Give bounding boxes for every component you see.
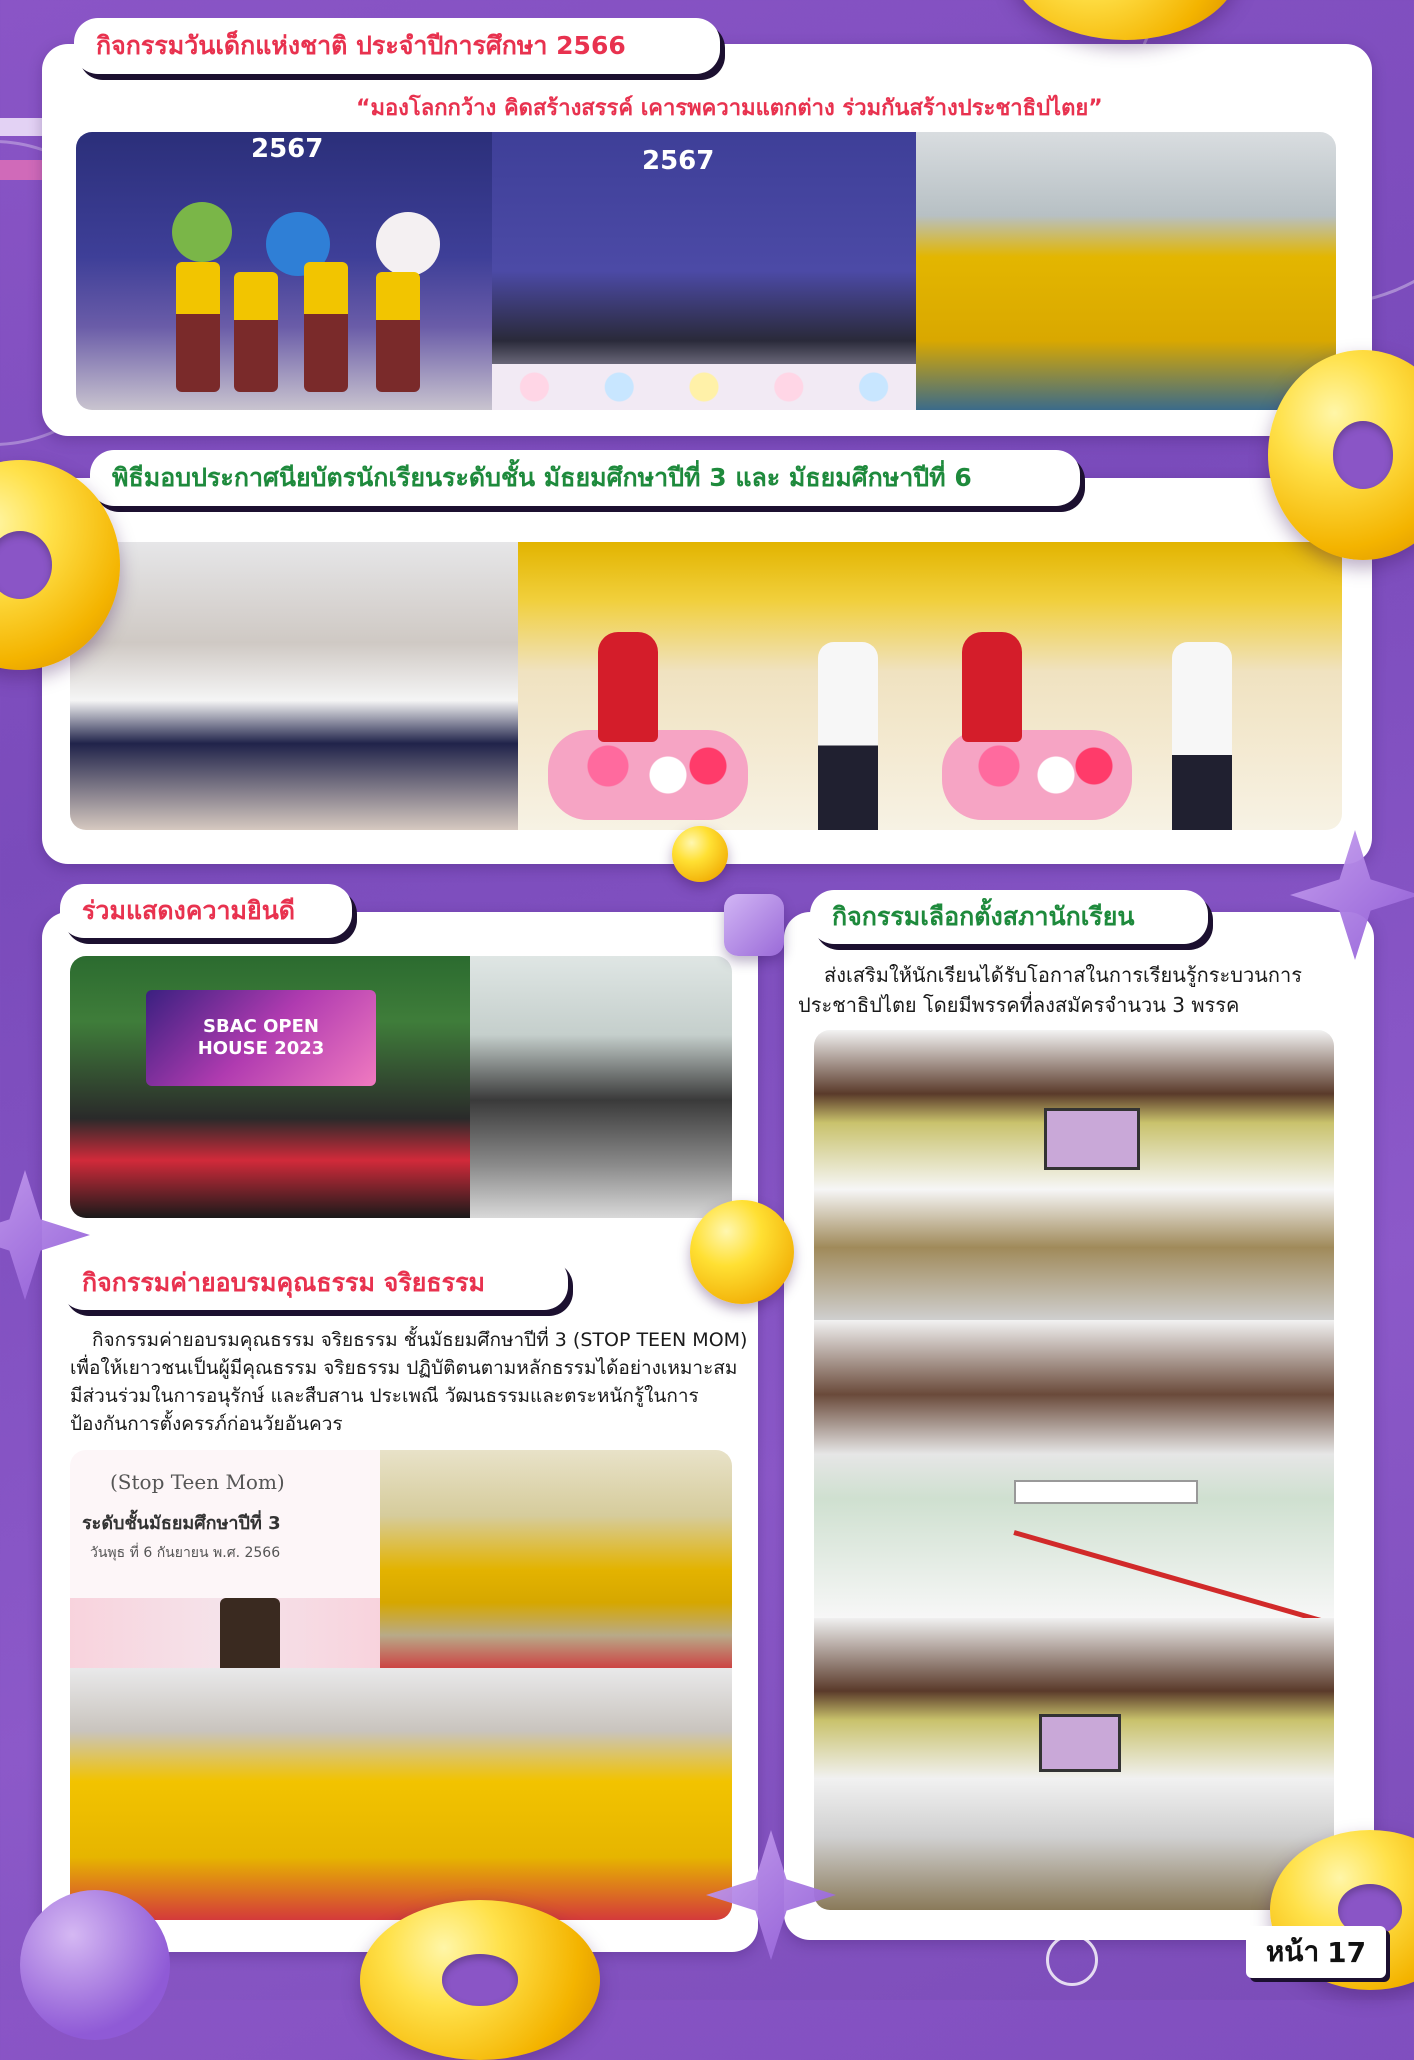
ball-decoration-left-column [690, 1200, 794, 1304]
poster-line-3: วันพุธ ที่ 6 กันยายน พ.ศ. 2566 [90, 1545, 281, 1561]
presenter-red [962, 632, 1022, 742]
student-figure [304, 262, 348, 392]
ballot-table [1014, 1480, 1198, 1504]
section4-title: กิจกรรมค่ายอบรมคุณธรรม จริยธรรม [60, 1256, 568, 1310]
student-figure [176, 262, 220, 392]
section5-title: กิจกรรมเลือกตั้งสภานักเรียน [810, 890, 1208, 944]
section3-title: ร่วมแสดงความยินดี [60, 884, 352, 938]
section5-photo-hall [814, 1618, 1334, 1910]
section1-tagline: “มองโลกกว้าง คิดสร้างสรรค์ เคารพความแตกต่าง ร่วมกันสร้างประชาธิปไตย” [356, 96, 1103, 121]
poster-line-1: (Stop Teen Mom) [110, 1470, 285, 1494]
section2-photo-hall [70, 542, 518, 830]
student-white [1172, 642, 1232, 830]
section4-photo-audience [70, 1668, 732, 1920]
section3-photo-stairs [470, 956, 732, 1218]
page-number: 17 [1327, 1935, 1367, 1969]
plush-toy-green [172, 202, 232, 262]
section4-photo-poster [70, 1450, 380, 1668]
section1-photo-mascots [76, 132, 492, 410]
speaker-podium [220, 1598, 280, 1668]
section5-body: ส่งเสริมให้นักเรียนได้รับโอกาสในการเรียนรู้กระบวนการประชาธิปไตย โดยมีพรรคที่ลงสมัครจำนวน 3 พรรค [798, 963, 1302, 1017]
section2-photo-ceremony-2 [932, 542, 1342, 830]
ring-decoration-bottom [1046, 1934, 1098, 1986]
purple-sphere-bottom-left [20, 1890, 170, 2040]
poster-line-2: ระดับชั้นมัธยมศึกษาปีที่ 3 [82, 1513, 281, 1534]
stage-banner [146, 990, 376, 1086]
section4-photo-group [380, 1450, 732, 1668]
section1-banner-text-2: 2567 [642, 146, 715, 176]
flower-arrangement [548, 730, 748, 820]
balloons [492, 364, 916, 410]
student-figure [376, 272, 420, 392]
donut-decoration-bottom [360, 1900, 600, 2060]
plush-toy-white [376, 212, 440, 276]
page-number-badge [1246, 1926, 1386, 1978]
page-label: หน้า [1265, 1935, 1320, 1968]
section2-title: พิธีมอบประกาศนียบัตรนักเรียนระดับชั้น มัธยมศึกษาปีที่ 3 และ มัธยมศึกษาปีที่ 6 [90, 450, 1080, 506]
section1-photo-crowd [916, 132, 1336, 410]
projector-screen [1044, 1108, 1140, 1170]
bg-stripe-left-2 [0, 160, 44, 180]
section1-photo-bicycles [492, 132, 916, 410]
student-white [818, 642, 878, 830]
section1-banner-text-1: 2567 [251, 134, 324, 164]
stage-banner-text: SBAC OPEN HOUSE 2023 [197, 1016, 325, 1059]
bg-stripe-left [0, 118, 44, 136]
section2-photo-ceremony-1 [518, 542, 932, 830]
ball-decoration-middle [672, 826, 728, 882]
section5-photo-group [814, 1030, 1334, 1320]
flower-arrangement [942, 730, 1132, 820]
projector-screen [1039, 1714, 1121, 1772]
section1-title: กิจกรรมวันเด็กแห่งชาติ ประจำปีการศึกษา 2566 [74, 18, 720, 74]
section5-photo-voting [814, 1320, 1334, 1618]
student-figure [234, 272, 278, 392]
section4-body: กิจกรรมค่ายอบรมคุณธรรม จริยธรรม ชั้นมัธยมศึกษาปีที่ 3 (STOP TEEN MOM) เพื่อให้เยาวชนเป็นผู้มีคุณธรรม จริยธรรม ปฏิบัติตนตามหลักธรรมได้อย่างเหมาะสม มีส่วนร่วมในการอนุรักษ์ และสืบสาน ประเพณี วัฒนธรรมและตระหนักรู้ในการป้องกันการตั้งครรภ์ก่อนวัยอันควร [70, 1329, 748, 1435]
presenter-red [598, 632, 658, 742]
section3-photo-stage [70, 956, 470, 1218]
cube-decoration [724, 894, 784, 956]
red-rope [1013, 1530, 1322, 1618]
